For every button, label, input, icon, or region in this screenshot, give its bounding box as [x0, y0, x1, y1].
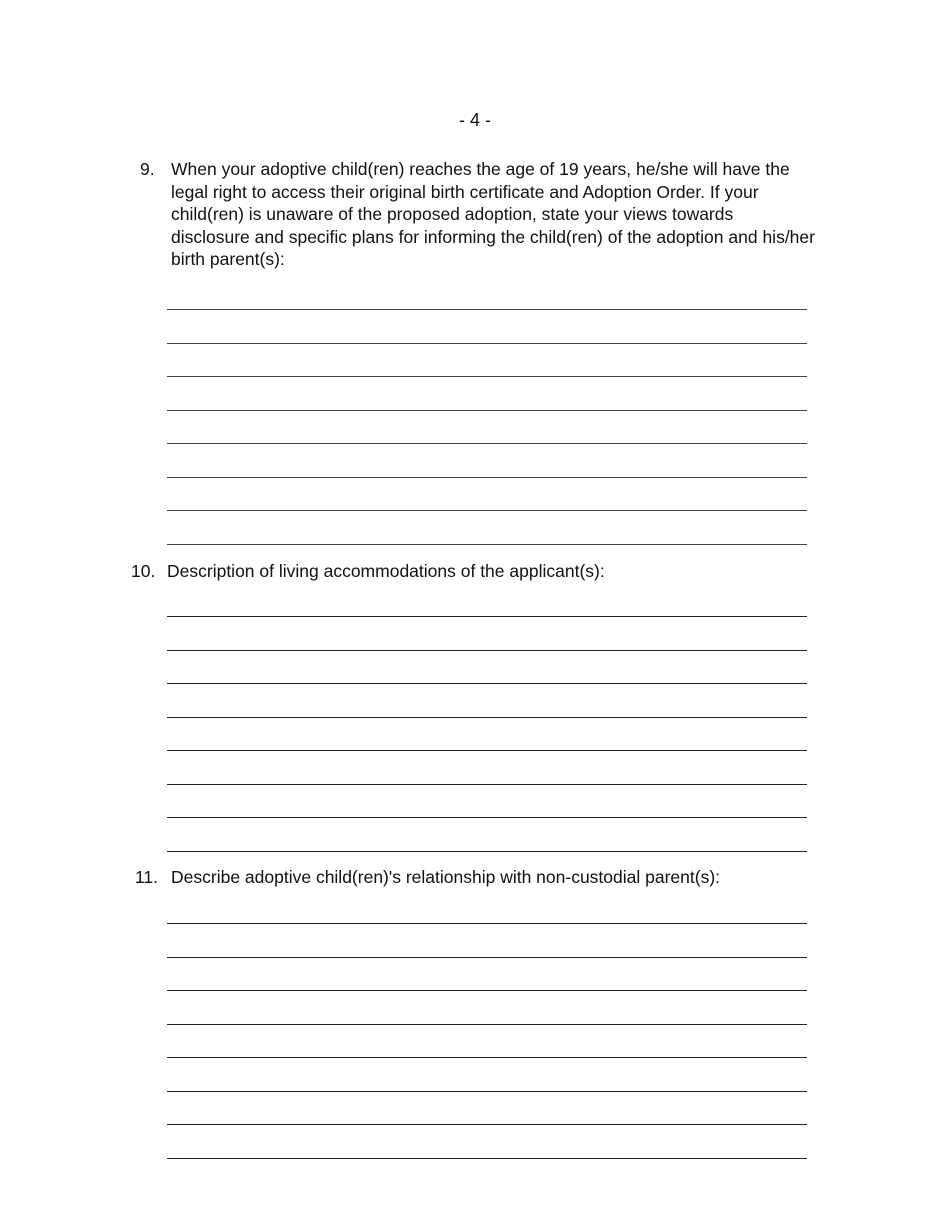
page-number: - 4 - — [458, 110, 491, 130]
answer-line[interactable] — [167, 343, 807, 344]
question-10 — [131, 560, 821, 584]
answer-line[interactable] — [167, 957, 807, 958]
answer-line[interactable] — [167, 443, 807, 444]
answer-line[interactable] — [167, 1057, 807, 1058]
answer-line[interactable] — [167, 683, 807, 684]
answer-line[interactable] — [167, 616, 807, 617]
answer-line[interactable] — [167, 410, 807, 411]
answer-line[interactable] — [167, 923, 807, 924]
answer-line[interactable] — [167, 1158, 807, 1159]
answer-line[interactable] — [167, 1024, 807, 1025]
answer-line[interactable] — [167, 817, 807, 818]
answer-line[interactable] — [167, 750, 807, 751]
question-text: When your adoptive child(ren) reaches the age of 19 years, he/she will have the legal right to access their original birth certificate and Adoption Order. If your child(ren) is unaware of the proposed adoption, state your views towards disclosure and specific plans for informing the child(ren) of the adoption and his/her birth parent(s): — [171, 159, 815, 269]
question-9 — [140, 158, 820, 278]
question-text: Description of living accommodations of the applicant(s): — [167, 561, 605, 581]
answer-line[interactable] — [167, 309, 807, 310]
question-11 — [135, 866, 825, 890]
answer-line[interactable] — [167, 1091, 807, 1092]
answer-line[interactable] — [167, 717, 807, 718]
answer-line[interactable] — [167, 1124, 807, 1125]
answer-line[interactable] — [167, 376, 807, 377]
answer-line[interactable] — [167, 544, 807, 545]
answer-line[interactable] — [167, 650, 807, 651]
question-number: 9. — [140, 159, 155, 179]
question-number: 10. — [131, 561, 156, 581]
question-number: 11. — [135, 867, 159, 887]
answer-line[interactable] — [167, 784, 807, 785]
question-text: Describe adoptive child(ren)'s relationship with non-custodial parent(s): — [171, 867, 721, 887]
answer-line[interactable] — [167, 851, 807, 852]
answer-line[interactable] — [167, 477, 807, 478]
answer-line[interactable] — [167, 990, 807, 991]
answer-line[interactable] — [167, 510, 807, 511]
